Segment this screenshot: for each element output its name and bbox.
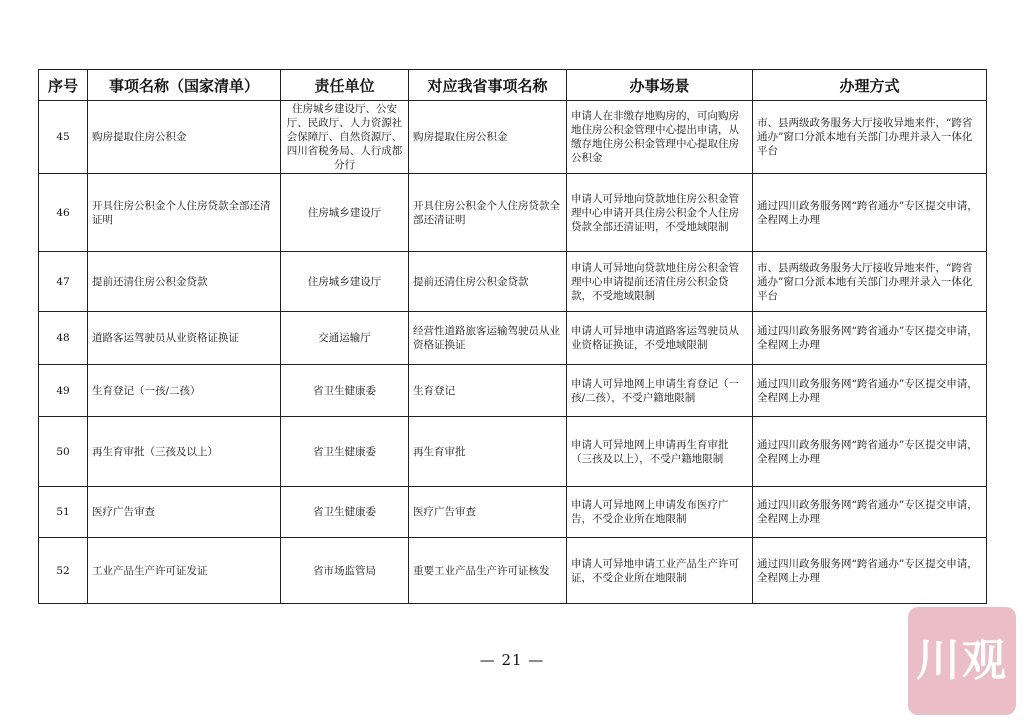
row-provincial-item: 再生育审批	[409, 417, 567, 487]
row-provincial-item: 开具住房公积金个人住房贷款全部还清证明	[409, 174, 567, 252]
row-item-name: 生育登记（一孩/二孩）	[88, 365, 281, 417]
row-scenario: 申请人可异地申请工业产品生产许可证，不受企业所在地限制	[567, 538, 753, 604]
table-row	[39, 365, 987, 417]
row-method: 通过四川政务服务网“跨省通办”专区提交申请，全程网上办理	[753, 538, 987, 604]
row-item-name: 工业产品生产许可证发证	[88, 538, 281, 604]
row-serial: 52	[39, 538, 88, 604]
row-provincial-item: 提前还清住房公积金贷款	[409, 252, 567, 312]
row-responsible-unit: 省卫生健康委	[281, 365, 409, 417]
row-item-name: 提前还清住房公积金贷款	[88, 252, 281, 312]
row-responsible-unit: 住房城乡建设厅、公安厅、民政厅、人力资源社会保障厅、自然资源厅、四川省税务局、人行成都分行	[281, 101, 409, 174]
row-item-name: 购房提取住房公积金	[88, 101, 281, 174]
row-method: 通过四川政务服务网“跨省通办”专区提交申请，全程网上办理	[753, 417, 987, 487]
header-item-name: 事项名称（国家清单）	[88, 70, 281, 101]
table-row	[39, 101, 987, 174]
row-provincial-item: 生育登记	[409, 365, 567, 417]
table-row	[39, 252, 987, 312]
table-row	[39, 174, 987, 252]
table-row	[39, 487, 987, 538]
row-serial: 50	[39, 417, 88, 487]
row-method: 通过四川政务服务网“跨省通办”专区提交申请，全程网上办理	[753, 312, 987, 365]
row-scenario: 申请人可异地网上申请再生育审批（三孩及以上），不受户籍地限制	[567, 417, 753, 487]
page-number: — 21 —	[479, 651, 545, 669]
table-row	[39, 312, 987, 365]
row-item-name: 医疗广告审查	[88, 487, 281, 538]
row-responsible-unit: 省卫生健康委	[281, 487, 409, 538]
row-responsible-unit: 省卫生健康委	[281, 417, 409, 487]
row-serial: 45	[39, 101, 88, 174]
row-scenario: 申请人可异地网上申请生育登记（一孩/二孩），不受户籍地限制	[567, 365, 753, 417]
row-scenario: 申请人可异地向贷款地住房公积金管理中心申请开具住房公积金个人住房贷款全部还清证明，不受地域限制	[567, 174, 753, 252]
row-scenario: 申请人可异地网上申请发布医疗广告，不受企业所在地限制	[567, 487, 753, 538]
row-method: 市、县两级政务服务大厅接收异地来件，“跨省通办”窗口分派本地有关部门办理并录入一体化平台	[753, 252, 987, 312]
row-provincial-item: 医疗广告审查	[409, 487, 567, 538]
row-scenario: 申请人可异地申请道路客运驾驶员从业资格证换证，不受地域限制	[567, 312, 753, 365]
table-row	[39, 538, 987, 604]
row-serial: 49	[39, 365, 88, 417]
table-row	[39, 417, 987, 487]
row-method: 市、县两级政务服务大厅接收异地来件，“跨省通办”窗口分派本地有关部门办理并录入一体化平台	[753, 101, 987, 174]
row-method: 通过四川政务服务网“跨省通办”专区提交申请，全程网上办理	[753, 365, 987, 417]
service-items-table	[38, 69, 987, 604]
row-method: 通过四川政务服务网“跨省通办”专区提交申请，全程网上办理	[753, 174, 987, 252]
header-provincial-item: 对应我省事项名称	[409, 70, 567, 101]
header-scenario: 办事场景	[567, 70, 753, 101]
row-scenario: 申请人可异地向贷款地住房公积金管理中心申请提前还清住房公积金贷款，不受地域限制	[567, 252, 753, 312]
row-responsible-unit: 交通运输厅	[281, 312, 409, 365]
row-provincial-item: 经营性道路旅客运输驾驶员从业资格证换证	[409, 312, 567, 365]
row-serial: 46	[39, 174, 88, 252]
table-header-row	[39, 70, 987, 101]
row-provincial-item: 购房提取住房公积金	[409, 101, 567, 174]
row-item-name: 道路客运驾驶员从业资格证换证	[88, 312, 281, 365]
row-responsible-unit: 省市场监管局	[281, 538, 409, 604]
row-responsible-unit: 住房城乡建设厅	[281, 252, 409, 312]
row-method: 通过四川政务服务网“跨省通办”专区提交申请，全程网上办理	[753, 487, 987, 538]
row-serial: 47	[39, 252, 88, 312]
header-serial: 序号	[39, 70, 88, 101]
row-item-name: 再生育审批（三孩及以上）	[88, 417, 281, 487]
row-scenario: 申请人在非缴存地购房的，可向购房地住房公积金管理中心提出申请，从缴存地住房公积金管理中心提取住房公积金	[567, 101, 753, 174]
row-provincial-item: 重要工业产品生产许可证核发	[409, 538, 567, 604]
chuanguan-watermark-logo: 川观	[908, 607, 1016, 715]
row-responsible-unit: 住房城乡建设厅	[281, 174, 409, 252]
row-serial: 51	[39, 487, 88, 538]
header-method: 办理方式	[753, 70, 987, 101]
header-responsible-unit: 责任单位	[281, 70, 409, 101]
row-serial: 48	[39, 312, 88, 365]
row-item-name: 开具住房公积金个人住房贷款全部还清证明	[88, 174, 281, 252]
